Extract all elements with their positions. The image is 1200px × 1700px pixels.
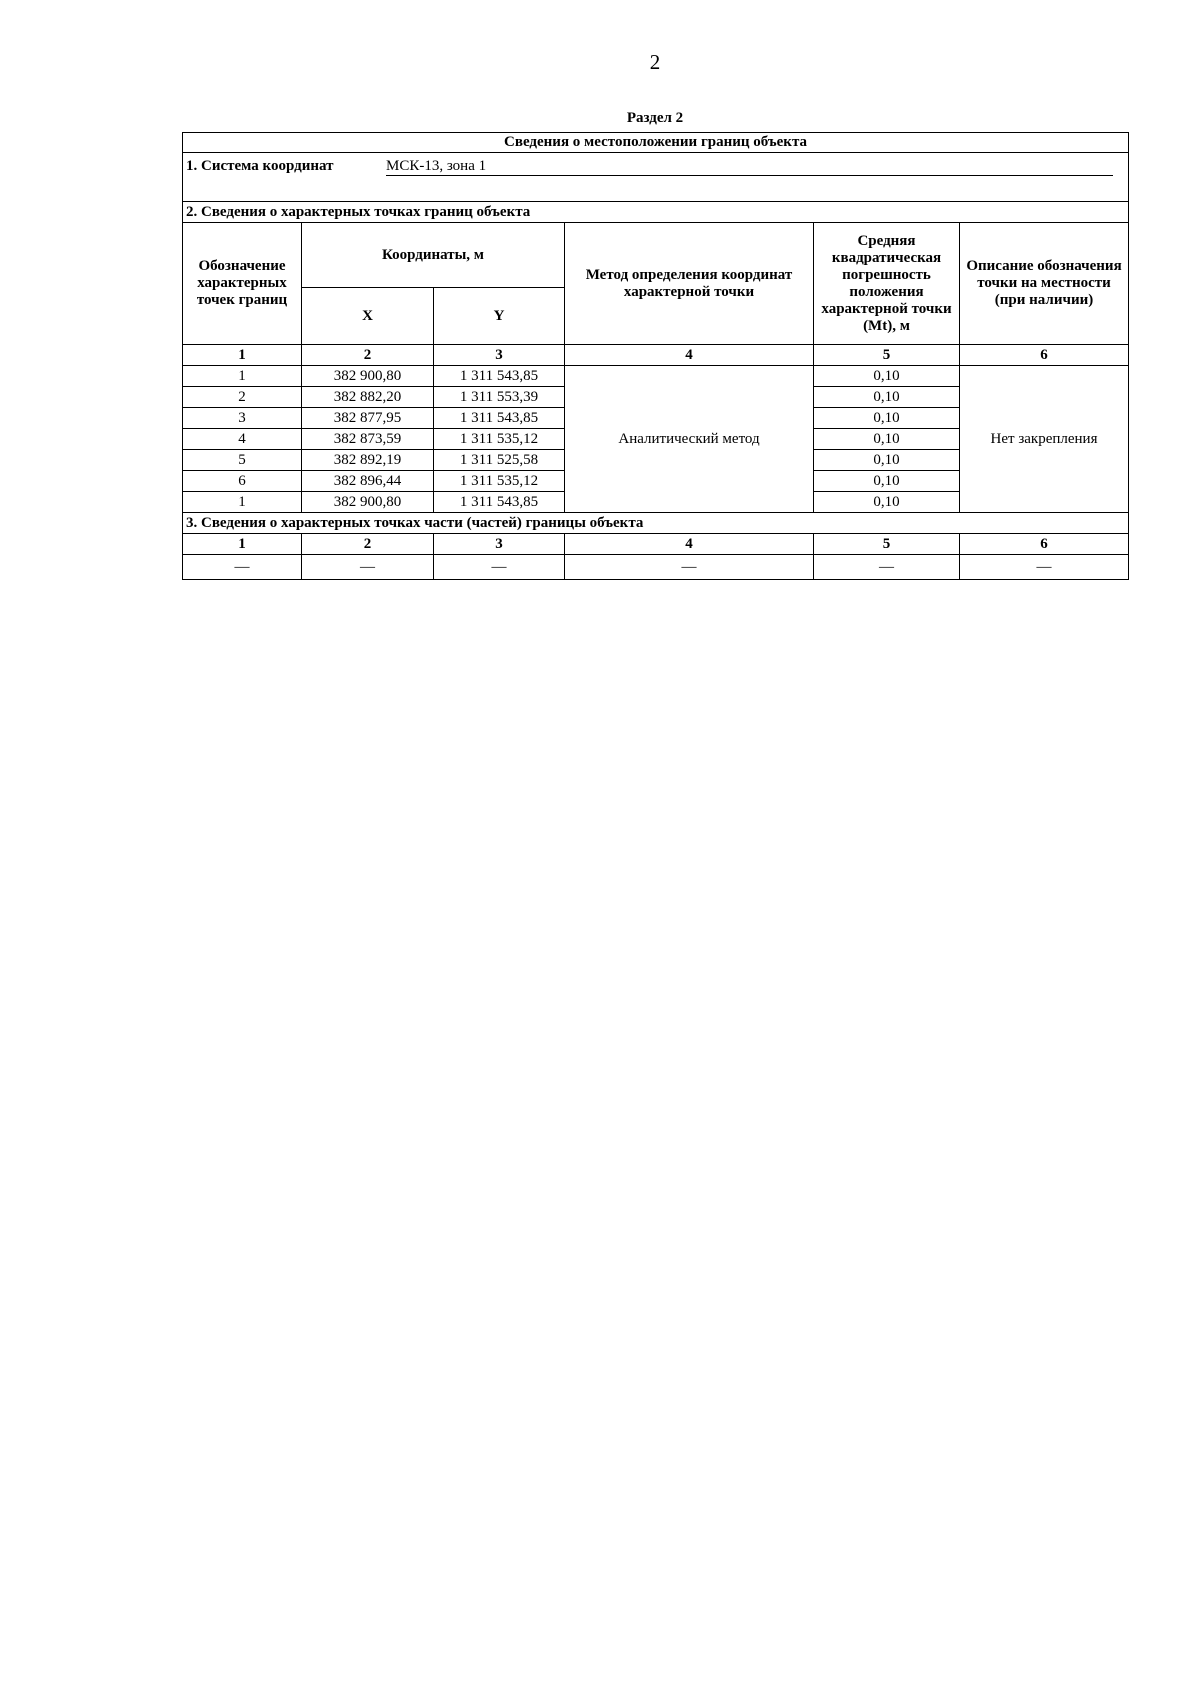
- y-cell: 1 311 543,85: [434, 492, 565, 513]
- mt-cell: 0,10: [814, 366, 960, 387]
- column-number: 6: [960, 534, 1129, 555]
- header-description: Описание обозначения точки на местности (при наличии): [960, 223, 1129, 345]
- column-number: 5: [814, 345, 960, 366]
- column-number: 1: [183, 534, 302, 555]
- y-cell: 1 311 535,12: [434, 471, 565, 492]
- point-cell: 2: [183, 387, 302, 408]
- coord-system-row: [183, 153, 1129, 182]
- x-cell: 382 877,95: [302, 408, 434, 429]
- column-number: 4: [565, 534, 814, 555]
- mt-cell: 0,10: [814, 450, 960, 471]
- header-point-designation: Обозначение характерных точек границ: [183, 223, 302, 345]
- dash-cell: —: [565, 555, 814, 580]
- method-cell: Аналитический метод: [565, 366, 814, 513]
- point-cell: 6: [183, 471, 302, 492]
- dash-cell: —: [183, 555, 302, 580]
- y-cell: 1 311 535,12: [434, 429, 565, 450]
- mt-cell: 0,10: [814, 492, 960, 513]
- coord-system-label: 1. Система координат: [186, 158, 334, 174]
- y-cell: 1 311 553,39: [434, 387, 565, 408]
- mt-cell: 0,10: [814, 471, 960, 492]
- mt-cell: 0,10: [814, 408, 960, 429]
- coord-system-value: МСК-13, зона 1: [386, 158, 1113, 176]
- dash-cell: —: [434, 555, 565, 580]
- description-cell: Нет закрепления: [960, 366, 1129, 513]
- dash-cell: —: [960, 555, 1129, 580]
- column-number: 3: [434, 534, 565, 555]
- mt-cell: 0,10: [814, 429, 960, 450]
- header-method: Метод определения координат характерной точки: [565, 223, 814, 345]
- y-cell: 1 311 525,58: [434, 450, 565, 471]
- column-number: 2: [302, 345, 434, 366]
- coord-system-blank: [183, 181, 1129, 202]
- header-coordinates: Координаты, м: [302, 223, 565, 288]
- point-cell: 3: [183, 408, 302, 429]
- column-number: 4: [565, 345, 814, 366]
- y-cell: 1 311 543,85: [434, 366, 565, 387]
- point-cell: 5: [183, 450, 302, 471]
- point-cell: 1: [183, 366, 302, 387]
- x-cell: 382 900,80: [302, 366, 434, 387]
- column-number: 2: [302, 534, 434, 555]
- header-x: X: [302, 288, 434, 345]
- table-row: [183, 366, 1129, 387]
- x-cell: 382 873,59: [302, 429, 434, 450]
- x-cell: 382 882,20: [302, 387, 434, 408]
- boundary-table: [182, 132, 1129, 580]
- header-error: Средняя квадратическая погрешность положения характерной точки (Mt), м: [814, 223, 960, 345]
- x-cell: 382 896,44: [302, 471, 434, 492]
- dash-cell: —: [302, 555, 434, 580]
- x-cell: 382 892,19: [302, 450, 434, 471]
- dash-cell: —: [814, 555, 960, 580]
- column-number: 3: [434, 345, 565, 366]
- page-number: 2: [649, 50, 661, 74]
- table-title: Сведения о местоположении границ объекта: [183, 133, 1129, 153]
- point-cell: 4: [183, 429, 302, 450]
- x-cell: 382 900,80: [302, 492, 434, 513]
- column-number: 5: [814, 534, 960, 555]
- table-row: [183, 555, 1129, 580]
- subsection2-title: 2. Сведения о характерных точках границ объекта: [183, 202, 1129, 223]
- mt-cell: 0,10: [814, 387, 960, 408]
- section-label: Раздел 2: [626, 110, 684, 126]
- column-number: 6: [960, 345, 1129, 366]
- header-y: Y: [434, 288, 565, 345]
- y-cell: 1 311 543,85: [434, 408, 565, 429]
- subsection3-title: 3. Сведения о характерных точках части (частей) границы объекта: [183, 513, 1129, 534]
- column-number: 1: [183, 345, 302, 366]
- point-cell: 1: [183, 492, 302, 513]
